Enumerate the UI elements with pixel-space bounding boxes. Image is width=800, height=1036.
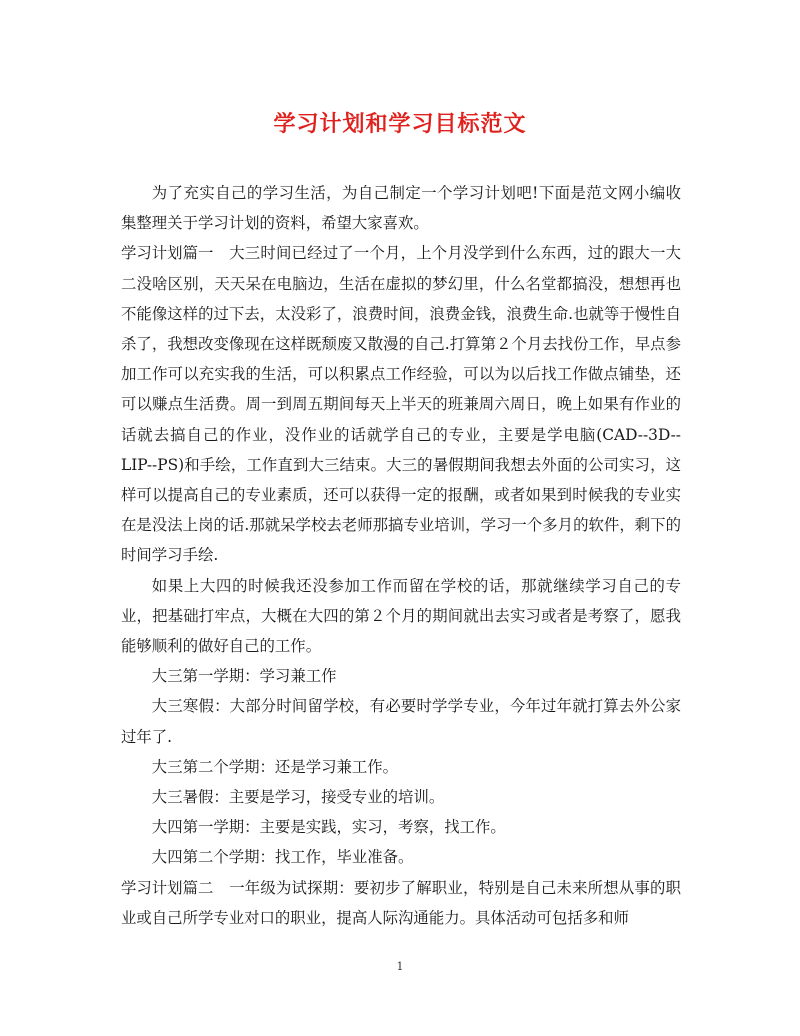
section-2-paragraph: [121, 873, 681, 933]
section-2-label: 学习计划篇二: [121, 878, 214, 897]
document-title: 学习计划和学习目标范文: [273, 111, 527, 137]
plan-item: 大四第一学期：主要是实践，实习，考察，找工作。: [151, 818, 506, 837]
plan-item: 大三第二个学期：还是学习兼工作。: [151, 757, 399, 776]
section-2-text: 一年级为试探期：要初步了解职业，特别是自己未来所想从事的职业或自己所学专业对口的职业，提高人际沟通能力。具体活动可包括多和师: [121, 878, 681, 927]
plan-item: 大三第一学期：学习兼工作: [151, 667, 337, 686]
paragraph-2: 如果上大四的时候我还没参加工作而留在学校的话，那就继续学习自己的专业，把基础打牢点，大概在大四的第２个月的期间就出去实习或者是考察了，愿我能够顺利的做好自己的工作。: [121, 576, 681, 656]
page-number: 1: [396, 960, 404, 973]
document-body: [121, 178, 681, 933]
plan-item: 大三暑假：主要是学习，接受专业的培训。: [151, 788, 445, 807]
plan-item: 大四第二个学期：找工作，毕业准备。: [151, 848, 414, 867]
plan-item: 大三寒假：大部分时间留学校，有必要时学学专业，今年过年就打算去外公家过年了.: [121, 697, 681, 746]
section-1-paragraph: [121, 238, 681, 570]
section-1-label: 学习计划篇一: [121, 244, 214, 263]
intro-paragraph: 为了充实自己的学习生活，为自己制定一个学习计划吧!下面是范文网小编收集整理关于学习计划的资料，希望大家喜欢。: [121, 184, 681, 233]
section-1-text: 大三时间已经过了一个月，上个月没学到什么东西，过的跟大一大二没啥区别，天天呆在电脑边，生活在虚拟的梦幻里，什么名堂都搞没，想想再也不能像这样的过下去，太没彩了，浪费时间，浪费金钱，浪费生命.也就等于慢性自杀了，我想改变像现在这样既颓废又散漫的自己.打算第２个月去找份工作，早点参加工作可以充实我的生活，可以积累点工作经验，可以为以后找工作做点铺垫，还可以赚点生活费。周一到周五期间每天上半天的班兼周六周日，晚上如果有作业的话就去搞自己的作业，没作业的话就学自己的专业，主要是学电脑(CAD--3D--LIP--PS)和手绘，工作直到大三结束。大三的暑假期间我想去外面的公司实习，这样可以提高自己的专业素质，还可以获得一定的报酬，或者如果到时候我的专业实在是没法上岗的话.那就呆学校去老师那搞专业培训，学习一个多月的软件，剩下的时间学习手绘.: [121, 244, 681, 565]
